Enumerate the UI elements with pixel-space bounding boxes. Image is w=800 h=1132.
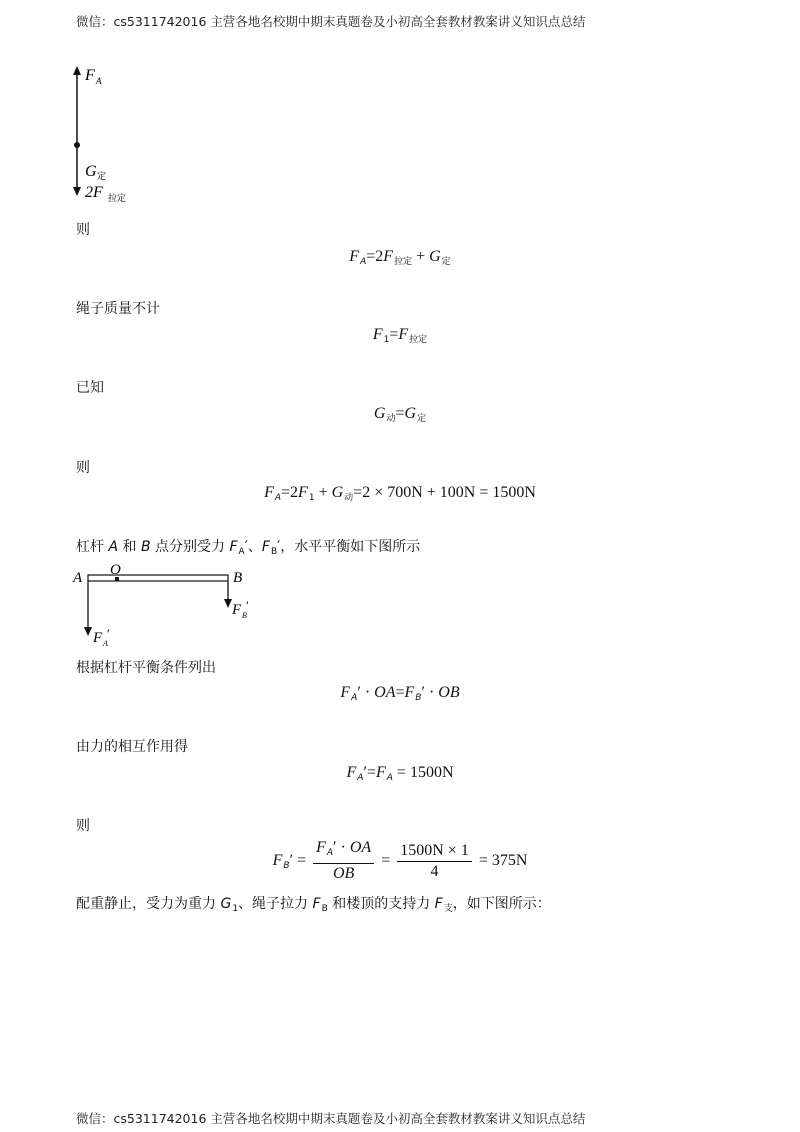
text-line-6: 根据杠杆平衡条件列出 (76, 660, 216, 676)
equation-6: $F_A'=F_A = 1500N$ (346, 764, 454, 783)
label-fb-prime-sub: B (242, 611, 247, 620)
prime-mark: ′ (246, 598, 249, 613)
text-line-7: 由力的相互作用得 (76, 739, 188, 755)
lever-bar (88, 575, 228, 581)
label-2f-sub: 拉定 (108, 193, 127, 203)
text-line-8: 则 (76, 818, 90, 834)
equation-2: $F_1=F_{拉定}$ (372, 326, 428, 345)
arrow-down-icon (73, 187, 81, 196)
text-line-9: 配重静止，受力为重力 $G_1$、绳子拉力 $F_B$ 和楼顶的支持力 $F_支$，如下图所示： (76, 896, 551, 914)
equation-3: $G_动=G_定$ (373, 405, 427, 424)
equation-5: $F_A' \cdot OA=F_B'$ · OB (340, 684, 460, 703)
force-diagram (60, 60, 180, 210)
label-2f: 2F (85, 184, 103, 201)
arrow-up-icon (73, 66, 81, 75)
text-line-5: 杠杆 A 和 B 点分别受力 $F_A'$、$F_B'$，水平平衡如下图所示 (76, 539, 421, 557)
label-g-sub: 定 (97, 171, 107, 181)
equation-7: $F_B'$ = $\frac{F_A' \cdot OA}{OB}$ = $\frac{1500N \times 1}{4}$ = 375N (272, 839, 528, 882)
lever-diagram (70, 560, 260, 650)
text-line-2: 绳子质量不计 (76, 301, 160, 317)
text-line-1: 则 (76, 222, 90, 238)
label-fa-prime: F (93, 630, 103, 646)
point-mass-icon (74, 142, 80, 148)
text-line-4: 则 (76, 460, 90, 476)
arrow-down-icon (224, 599, 232, 608)
equation-4: $F_A=2F_1 + G_动=2 \times 700N + 100N = 1500N$ (264, 484, 536, 503)
prime-mark: ′ (107, 626, 110, 641)
page-footer: 微信：cs5311742016 主营各地名校期中期末真题卷及小初高全套教材教案讲义知识点总结 (76, 1111, 586, 1126)
label-fa-prime-sub: A (103, 639, 108, 648)
label-a: A (73, 570, 83, 586)
label-fa: F (85, 67, 95, 84)
label-b: B (233, 570, 243, 586)
equation-1: $F_A=2F_{拉定} + G_定$ (349, 248, 451, 267)
text-line-3: 已知 (76, 380, 104, 396)
label-o: O (110, 562, 121, 578)
page-header: 微信：cs5311742016 主营各地名校期中期末真题卷及小初高全套教材教案讲义知识点总结 (76, 14, 586, 29)
arrow-down-icon (84, 627, 92, 636)
label-fa-sub: A (96, 76, 102, 86)
label-fb-prime: F (232, 602, 242, 618)
label-g: G (85, 163, 97, 180)
